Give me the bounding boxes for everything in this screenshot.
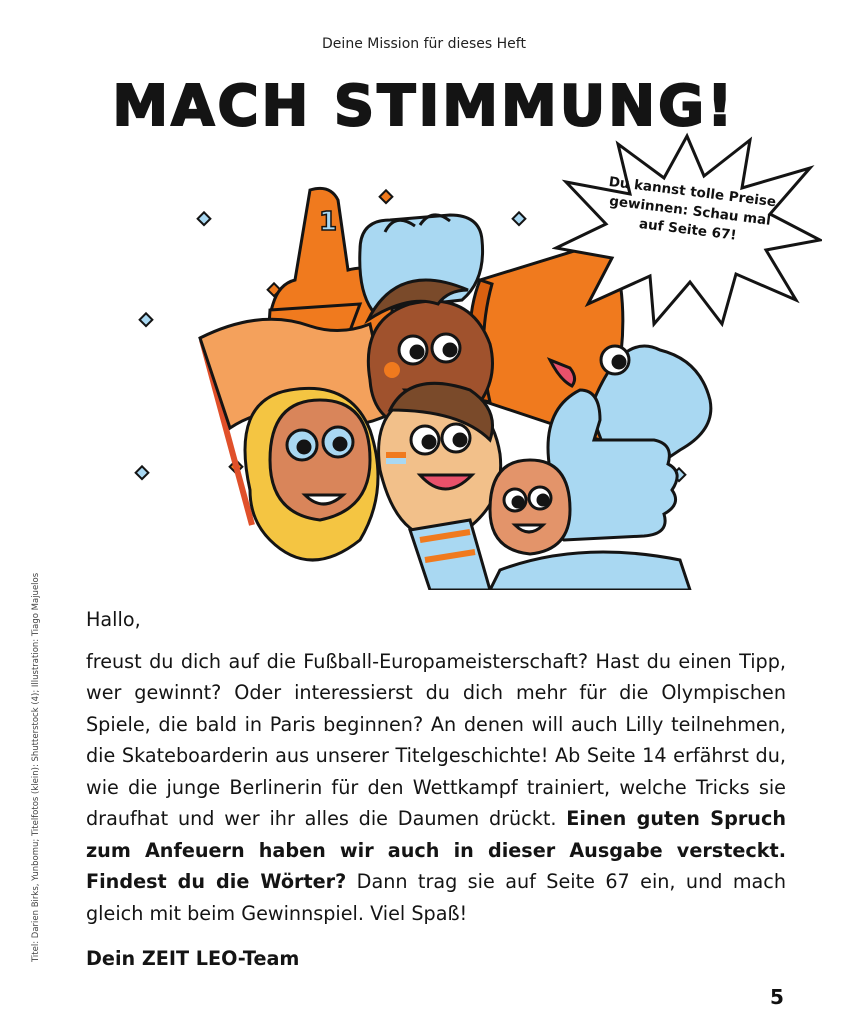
kicker: Deine Mission für dieses Heft: [322, 36, 526, 52]
photo-credit: Titel: Darien Birks, Yunbomu; Titelfotos (klein): Shutterstock (4); Illustration: Tiago Majuelos: [31, 572, 41, 962]
letter-body: [86, 646, 786, 930]
letter-body-end: Dann trag sie auf Seite 67 ein, und mach gleich mit beim Gewinnspiel. Viel Spaß!: [86, 870, 786, 925]
face-center-boy: [379, 383, 501, 538]
face-left-blonde: [245, 388, 378, 560]
page-number: 5: [770, 985, 784, 1009]
greeting: Hallo,: [86, 608, 141, 631]
signature: Dein ZEIT LEO-Team: [86, 947, 300, 970]
scarf: [410, 520, 490, 590]
face-right: [490, 460, 570, 554]
editorial-letter: [86, 604, 786, 975]
foam-finger-number: 1: [319, 207, 338, 237]
letter-body-highlight: Einen guten Spruch zum Anfeuern haben wir auch in dieser Ausgabe versteckt. Findest du die Wörter?: [86, 807, 786, 893]
letter-body-text: freust du dich auf die Fußball-Europameisterschaft? Hast du einen Tipp, wer gewinnt? Oder interessierst du dich mehr für die Olympischen Spiele, die bald in Paris beginnen? An denen will auch Lilly teilnehmen, die Skateboarderin aus unserer Titelgeschichte! Ab Seite 14 erfährst du, wie die junge Berlinerin für den Wettkampf trainiert, welche Tricks sie draufhat und wer ihr alles die Daumen drückt.: [86, 649, 786, 830]
price-burst-text: Du kannst tolle Preise gewinnen: Schau mal auf Seite 67!: [607, 173, 777, 244]
page-title: MACH STIMMUNG!: [112, 74, 736, 139]
